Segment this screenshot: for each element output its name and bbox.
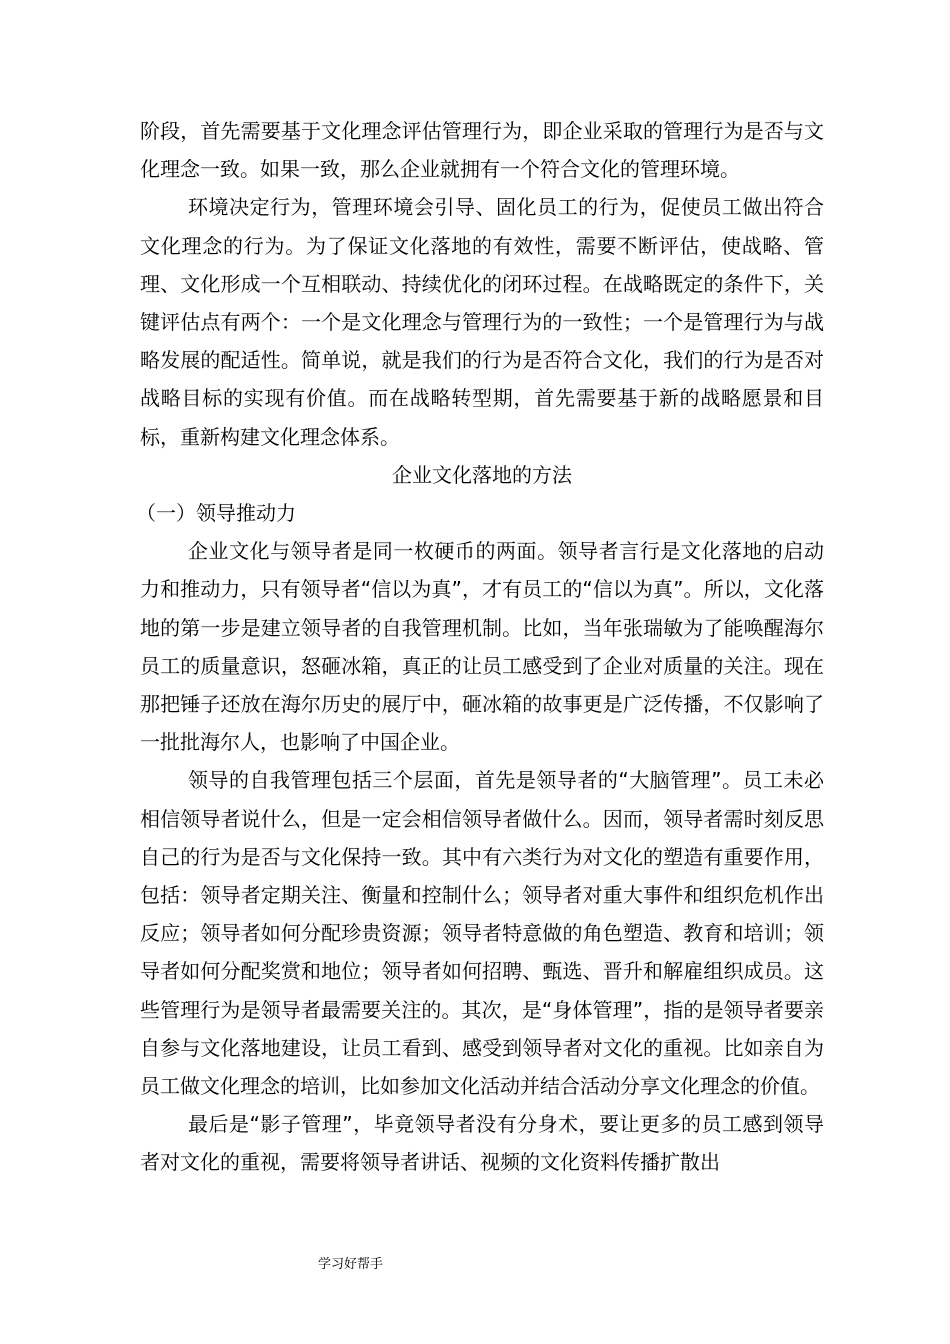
document-body [136, 112, 824, 1182]
section-heading: 企业文化落地的方法 [392, 462, 572, 487]
subsection-heading: （一）领导推动力 [136, 501, 296, 526]
page-footer: 学习好帮手 [318, 1257, 384, 1272]
paragraph-shadow-management: 最后是“影子管理”，毕竟领导者没有分身术，要让更多的员工感到领导者对文化的重视，需要将领导者讲话、视频的文化资料传播扩散出 [140, 1112, 824, 1175]
paragraph-continuation: 阶段，首先需要基于文化理念评估管理行为，即企业采取的管理行为是否与文化理念一致。如果一致，那么企业就拥有一个符合文化的管理环境。 [140, 119, 824, 182]
paragraph-self-management: 领导的自我管理包括三个层面，首先是领导者的“大脑管理”。员工未必相信领导者说什么，但是一定会相信领导者做什么。因而，领导者需时刻反思自己的行为是否与文化保持一致。其中有六类行为对文化的塑造有重要作用，包括：领导者定期关注、衡量和控制什么；领导者对重大事件和组织危机作出反应；领导者如何分配珍贵资源；领导者特意做的角色塑造、教育和培训；领导者如何分配奖赏和地位；领导者如何招聘、甄选、晋升和解雇组织成员。这些管理行为是领导者最需要关注的。其次，是“身体管理”，指的是领导者要亲自参与文化落地建设，让员工看到、感受到领导者对文化的重视。比如亲自为员工做文化理念的培训，比如参加文化活动并结合活动分享文化理念的价值。 [140, 768, 824, 1099]
paragraph-evaluation: 环境决定行为，管理环境会引导、固化员工的行为，促使员工做出符合文化理念的行为。为了保证文化落地的有效性，需要不断评估，使战略、管理、文化形成一个互相联动、持续优化的闭环过程。在战略既定的条件下，关键评估点有两个：一个是文化理念与管理行为的一致性；一个是管理行为与战略发展的配适性。简单说，就是我们的行为是否符合文化，我们的行为是否对战略目标的实现有价值。而在战略转型期，首先需要基于新的战略愿景和目标，重新构建文化理念体系。 [140, 195, 824, 449]
paragraph-leadership: 企业文化与领导者是同一枚硬币的两面。领导者言行是文化落地的启动力和推动力，只有领导者“信以为真”，才有员工的“信以为真”。所以，文化落地的第一步是建立领导者的自我管理机制。比如，当年张瑞敏为了能唤醒海尔员工的质量意识，怒砸冰箱，真正的让员工感受到了企业对质量的关注。现在那把锤子还放在海尔历史的展厅中，砸冰箱的故事更是广泛传播，不仅影响了一批批海尔人，也影响了中国企业。 [140, 539, 824, 755]
